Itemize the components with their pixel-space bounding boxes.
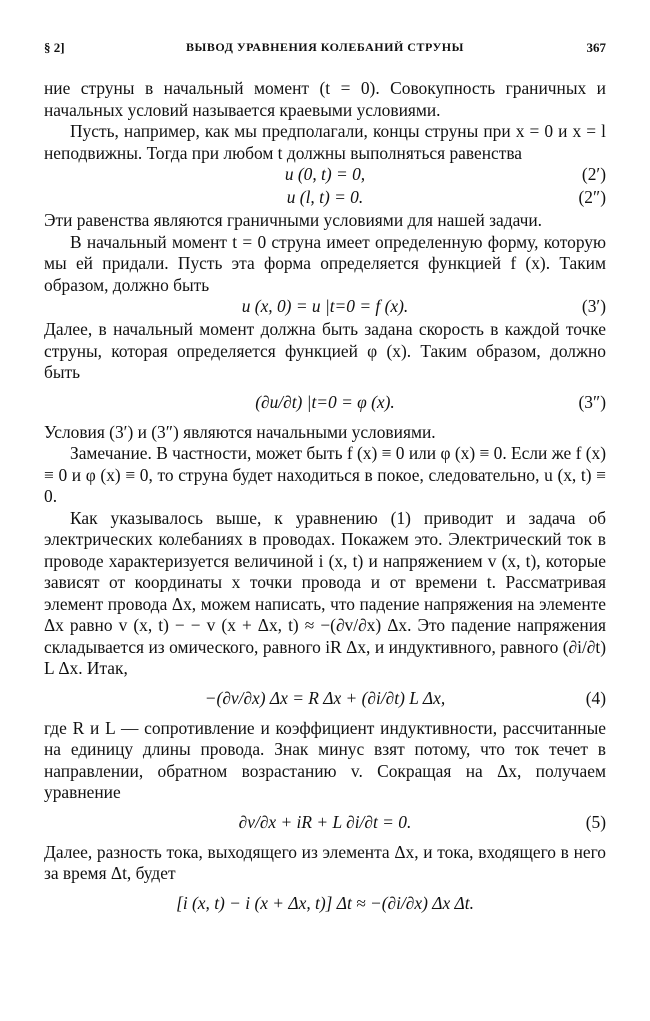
remark-paragraph: Замечание. В частности, может быть f (x) ≡ 0 или φ (x) ≡ 0. Если же f (x) ≡ 0 и φ (x) ≡ 0, то струна будет находиться в покое, следовательно, u (x, t) ≡ 0.	[44, 443, 606, 506]
paragraph-3: Эти равенства являются граничными условиями для нашей задачи.	[44, 210, 542, 230]
page-number: 367	[586, 40, 606, 55]
paragraph-2: Пусть, например, как мы предполагали, концы струны при x = 0 и x = l неподвижны. Тогда при любом t должны выполняться равенства	[44, 121, 606, 163]
equation-6	[44, 885, 606, 923]
equation-formula: −(∂v/∂x) Δx = R Δx + (∂i/∂t) L Δx,	[204, 687, 446, 708]
equation-number: (3″)	[578, 391, 606, 412]
equation-number: (4)	[585, 687, 606, 708]
equation-3-prime	[44, 296, 606, 319]
equation-number: (2′)	[581, 164, 606, 184]
equation-number: (5)	[585, 811, 606, 832]
equation-formula: ∂v/∂x + iR + L ∂i/∂t = 0.	[238, 811, 412, 832]
equation-formula: (∂u/∂t) |t=0 = φ (x).	[255, 391, 395, 412]
equation-2-prime	[44, 164, 606, 187]
equation-number: (2″)	[578, 187, 606, 207]
paragraph-10: Далее, разность тока, выходящего из элемента Δx, и тока, входящего в него за время Δt, будет	[44, 841, 606, 883]
paragraph-5: Далее, в начальный момент должна быть задана скорость в каждой точке струны, которая определяется функцией φ (x). Таким образом, должно быть	[44, 319, 606, 382]
paragraph-1: ние струны в начальный момент (t = 0). Совокупность граничных и начальных условий называется краевыми условиями.	[44, 78, 606, 120]
paragraph-9: где R и L — сопротивление и коэффициент индуктивности, рассчитанные на единицу длины провода. Знак минус взят потому, что ток течет в направлении, обратном возрастанию v. Сокращая на Δx, получаем уравнение	[44, 717, 606, 802]
equation-5	[44, 804, 606, 842]
equation-formula: [i (x, t) − i (x + Δx, t)] Δt ≈ −(∂i/∂x) Δx Δt.	[176, 892, 474, 913]
page-body	[44, 78, 606, 923]
equation-3-double-prime	[44, 384, 606, 422]
paragraph-8: Как указывалось выше, к уравнению (1) приводит и задача об электрических колебаниях в проводах. Покажем это. Электрический ток в проводе характеризуется величиной i (x, t) и напряжением v (x, t), которые зависят от координаты x точки провода и от времени t. Рассматривая элемент провода Δx, можем написать, что падение напряжения на элементе Δx равно v (x, t) − − v (x + Δx, t) ≈ −(∂v/∂x) Δx. Это падение напряжения складывается из омического, равного iR Δx, и индуктивного, равного (∂i/∂t) L Δx. Итак,	[44, 507, 606, 678]
section-marker: § 2]	[44, 40, 65, 55]
equation-formula: u (0, t) = 0,	[284, 164, 366, 184]
equation-number: (3′)	[581, 296, 606, 316]
page-header	[44, 40, 606, 58]
equation-4	[44, 680, 606, 718]
paragraph-6: Условия (3′) и (3″) являются начальными условиями.	[44, 421, 436, 442]
paragraph-4: В начальный момент t = 0 струна имеет определенную форму, которую мы ей придали. Пусть эта форма определяется функцией f (x). Таким образом, должно быть	[44, 231, 606, 295]
equation-2-double-prime	[44, 187, 606, 210]
equation-formula: u (l, t) = 0.	[286, 187, 364, 207]
equation-formula: u (x, 0) = u |t=0 = f (x).	[241, 296, 409, 316]
running-title: ВЫВОД УРАВНЕНИЯ КОЛЕБАНИЙ СТРУНЫ	[186, 40, 464, 54]
